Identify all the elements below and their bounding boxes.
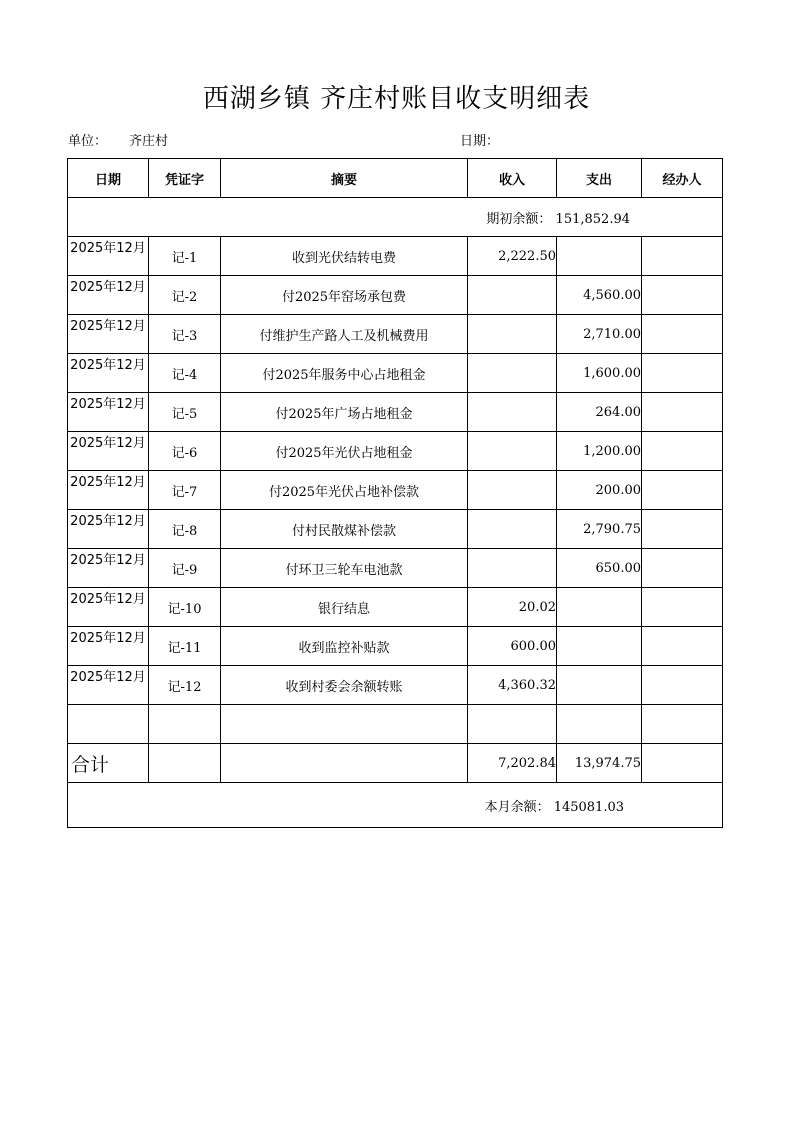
page-title: 西湖乡镇 齐庄村账目收支明细表 bbox=[202, 84, 591, 114]
table-row bbox=[68, 354, 723, 393]
cell-voucher: 记-5 bbox=[149, 393, 221, 432]
cell-expense bbox=[557, 588, 642, 627]
cell-summary: 付2025年光伏占地补偿款 bbox=[221, 471, 468, 510]
closing-balance: 本月余额： 145081.03 bbox=[68, 783, 723, 828]
cell-expense: 2,710.00 bbox=[557, 315, 642, 354]
column-header-income: 收入 bbox=[468, 159, 557, 198]
cell-handler bbox=[642, 627, 723, 666]
cell-income: 600.00 bbox=[468, 627, 557, 666]
cell-date: 2025年12月 bbox=[68, 627, 149, 666]
ledger-table bbox=[67, 158, 723, 828]
cell-voucher: 记-9 bbox=[149, 549, 221, 588]
cell-handler bbox=[642, 354, 723, 393]
cell-expense: 650.00 bbox=[557, 549, 642, 588]
cell-handler bbox=[642, 510, 723, 549]
cell-date: 2025年12月 bbox=[68, 588, 149, 627]
cell-date: 2025年12月 bbox=[68, 393, 149, 432]
cell-income bbox=[468, 354, 557, 393]
opening-balance-row bbox=[68, 198, 723, 237]
cell-voucher: 记-1 bbox=[149, 237, 221, 276]
cell-expense: 1,600.00 bbox=[557, 354, 642, 393]
cell-voucher: 记-11 bbox=[149, 627, 221, 666]
total-expense: 13,974.75 bbox=[557, 744, 642, 783]
column-header-voucher: 凭证字 bbox=[149, 159, 221, 198]
ledger-body bbox=[68, 198, 723, 828]
cell-summary: 收到光伏结转电费 bbox=[221, 237, 468, 276]
cell-date: 2025年12月 bbox=[68, 276, 149, 315]
cell-expense: 2,790.75 bbox=[557, 510, 642, 549]
cell-date: 2025年12月 bbox=[68, 315, 149, 354]
date-label: 日期： bbox=[460, 134, 500, 149]
table-row bbox=[68, 432, 723, 471]
cell-date: 2025年12月 bbox=[68, 471, 149, 510]
table-row bbox=[68, 588, 723, 627]
cell-income bbox=[468, 276, 557, 315]
cell-summary: 付环卫三轮车电池款 bbox=[221, 549, 468, 588]
column-header-handler: 经办人 bbox=[642, 159, 723, 198]
cell-income bbox=[468, 393, 557, 432]
blank-row bbox=[68, 705, 723, 744]
cell-date: 2025年12月 bbox=[68, 510, 149, 549]
table-row bbox=[68, 393, 723, 432]
cell-date: 2025年12月 bbox=[68, 354, 149, 393]
column-header-expense: 支出 bbox=[557, 159, 642, 198]
cell-income: 4,360.32 bbox=[468, 666, 557, 705]
total-label: 合计 bbox=[68, 744, 149, 783]
cell-handler bbox=[642, 393, 723, 432]
cell-handler bbox=[642, 237, 723, 276]
cell-income: 2,222.50 bbox=[468, 237, 557, 276]
cell-voucher: 记-3 bbox=[149, 315, 221, 354]
table-row bbox=[68, 549, 723, 588]
cell-expense: 200.00 bbox=[557, 471, 642, 510]
cell-date: 2025年12月 bbox=[68, 666, 149, 705]
cell-handler bbox=[642, 588, 723, 627]
cell-summary: 付2025年光伏占地租金 bbox=[221, 432, 468, 471]
total-row bbox=[68, 744, 723, 783]
cell-handler bbox=[642, 471, 723, 510]
column-header-summary: 摘要 bbox=[221, 159, 468, 198]
cell-expense bbox=[557, 666, 642, 705]
cell-income bbox=[468, 315, 557, 354]
cell-expense: 1,200.00 bbox=[557, 432, 642, 471]
cell-income bbox=[468, 549, 557, 588]
cell-voucher: 记-8 bbox=[149, 510, 221, 549]
cell-summary: 付2025年窑场承包费 bbox=[221, 276, 468, 315]
cell-expense bbox=[557, 627, 642, 666]
cell-voucher: 记-2 bbox=[149, 276, 221, 315]
cell-handler bbox=[642, 315, 723, 354]
cell-income bbox=[468, 510, 557, 549]
cell-expense: 264.00 bbox=[557, 393, 642, 432]
cell-handler bbox=[642, 666, 723, 705]
cell-income bbox=[468, 432, 557, 471]
cell-summary: 收到村委会余额转账 bbox=[221, 666, 468, 705]
cell-summary: 付2025年服务中心占地租金 bbox=[221, 354, 468, 393]
cell-voucher: 记-10 bbox=[149, 588, 221, 627]
header-row bbox=[68, 159, 723, 198]
cell-handler bbox=[642, 432, 723, 471]
date-field bbox=[460, 130, 499, 149]
table-row bbox=[68, 315, 723, 354]
cell-voucher: 记-12 bbox=[149, 666, 221, 705]
cell-summary: 付村民散煤补偿款 bbox=[221, 510, 468, 549]
cell-date: 2025年12月 bbox=[68, 237, 149, 276]
cell-expense bbox=[557, 237, 642, 276]
table-row bbox=[68, 276, 723, 315]
cell-handler bbox=[642, 276, 723, 315]
cell-voucher: 记-6 bbox=[149, 432, 221, 471]
cell-summary: 付2025年广场占地租金 bbox=[221, 393, 468, 432]
opening-balance: 期初余额： 151,852.94 bbox=[68, 198, 723, 237]
unit-value: 齐庄村 bbox=[129, 134, 169, 149]
cell-income: 20.02 bbox=[468, 588, 557, 627]
cell-summary: 银行结息 bbox=[221, 588, 468, 627]
cell-handler bbox=[642, 549, 723, 588]
column-header-date: 日期 bbox=[68, 159, 149, 198]
cell-date: 2025年12月 bbox=[68, 549, 149, 588]
unit-field bbox=[68, 130, 168, 149]
total-income: 7,202.84 bbox=[468, 744, 557, 783]
cell-voucher: 记-4 bbox=[149, 354, 221, 393]
cell-expense: 4,560.00 bbox=[557, 276, 642, 315]
table-row bbox=[68, 666, 723, 705]
cell-income bbox=[468, 471, 557, 510]
cell-summary: 付维护生产路人工及机械费用 bbox=[221, 315, 468, 354]
cell-voucher: 记-7 bbox=[149, 471, 221, 510]
closing-balance-row bbox=[68, 783, 723, 828]
table-row bbox=[68, 471, 723, 510]
table-row bbox=[68, 237, 723, 276]
table-row bbox=[68, 510, 723, 549]
cell-summary: 收到监控补贴款 bbox=[221, 627, 468, 666]
table-row bbox=[68, 627, 723, 666]
cell-date: 2025年12月 bbox=[68, 432, 149, 471]
unit-label: 单位： bbox=[68, 134, 108, 149]
